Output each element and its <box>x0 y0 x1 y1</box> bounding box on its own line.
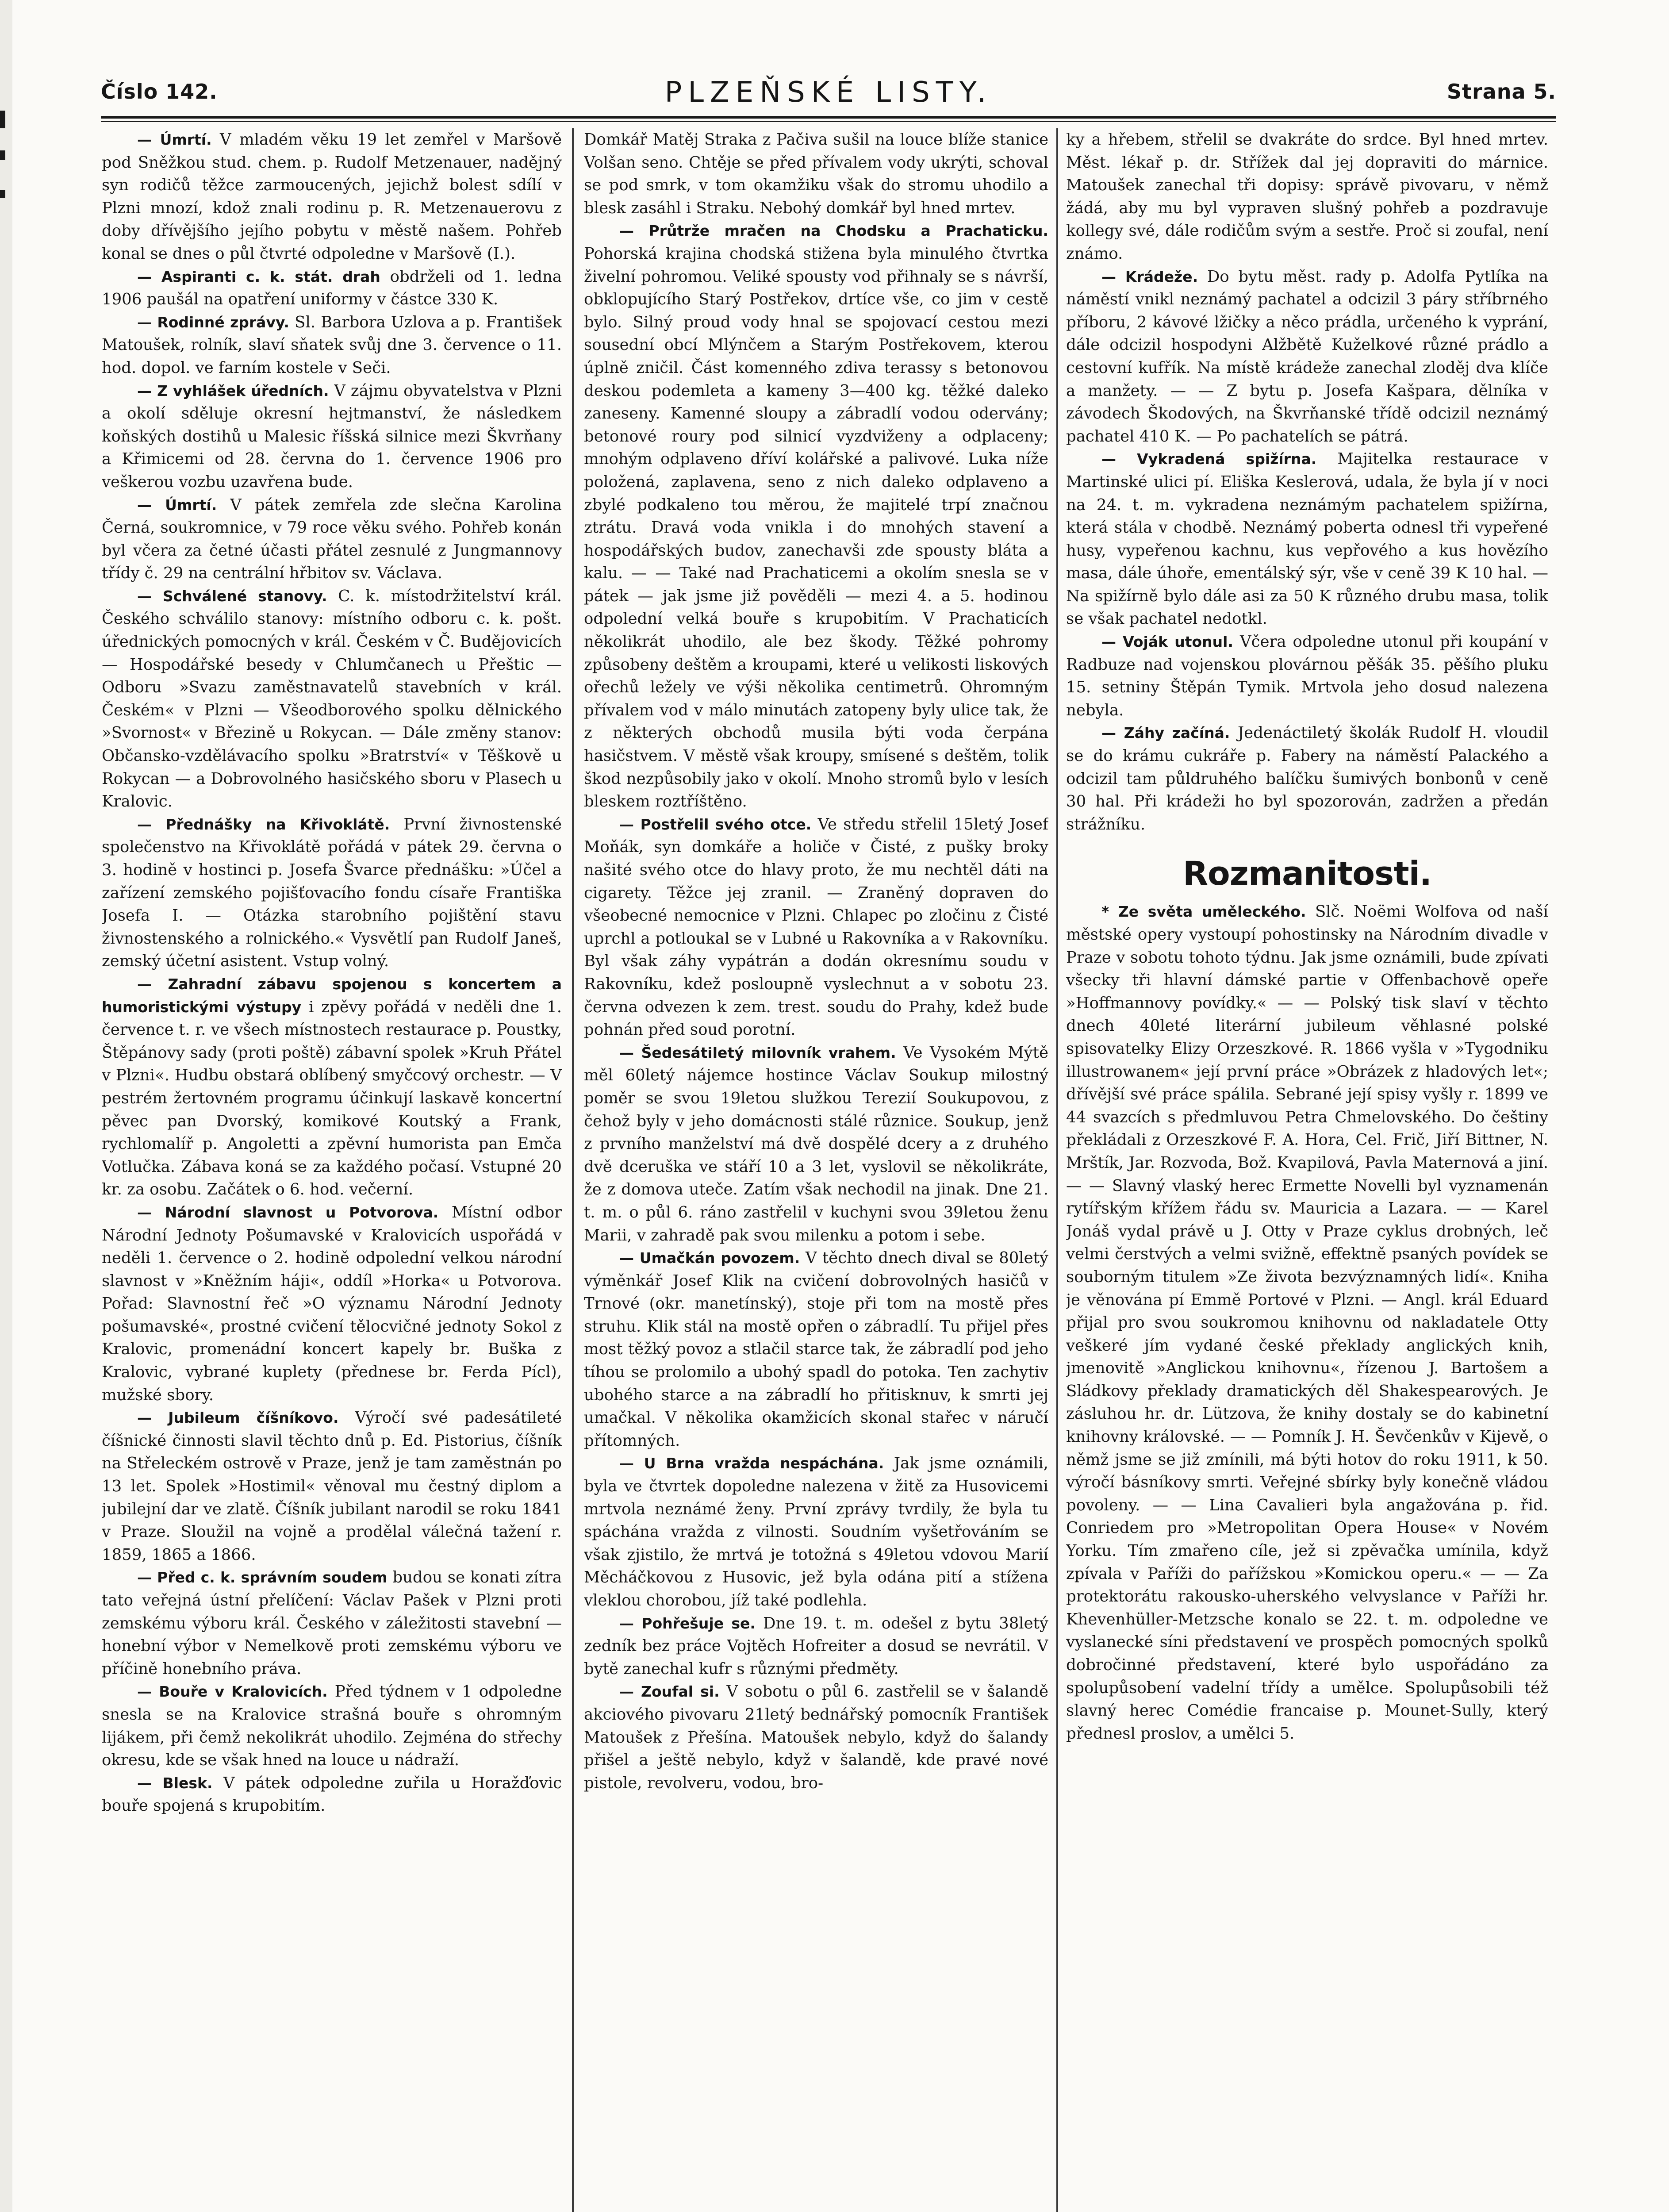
item-headline: — Pohřešuje se. <box>619 1614 756 1632</box>
news-item <box>102 380 562 494</box>
item-body: C. k. místodržitelství král. Českého schválilo stanovy: místního odboru c. k. pošt. úřednických pomocných v král. Českém v Č. Budějovicích — Hospodářské besedy v Chlumčanech u Přeštic — Odboru »Svazu zaměstnavatelů stavebních v král. Českém« v Plzni — Všeodborového spolku dělnického »Svornost« v Březině u Rokycan. — Dále změny stanov: Občansko-vzdělávacího spolku »Bratrství« v Těškově u Rokycan — a Dobrovolného hasičského sboru v Plasech u Kralovic. <box>102 587 562 811</box>
item-headline: — Zoufal si. <box>619 1683 720 1701</box>
item-headline: — Úmrtí. <box>137 496 217 514</box>
news-item <box>102 585 562 813</box>
item-headline: * Ze světa uměleckého. <box>1101 903 1306 921</box>
item-headline: — Národní slavnost u Potvorova. <box>137 1203 439 1221</box>
item-body: Majitelka restaurace v Martinské ulici pí. Eliška Keslerová, udala, že byla jí v noci na 24. t. m. vykradena neznámým pachatelem spižírna, která stála v chodbě. Neznámý poberta odnesl tři vypeřené husy, vypeřenou kachnu, kus vepřového a kus hovězího masa, dále úhoře, ementálský sýr, vše v ceně 39 K 10 hal. — Na spižírně bylo dále asi za 50 K různého drubu masa, tolik se však pachatel nedotkl. <box>1066 450 1548 628</box>
item-headline: — Bouře v Kralovicích. <box>137 1683 328 1701</box>
issue-number: Číslo 142. <box>101 80 218 104</box>
news-item <box>584 1452 1048 1612</box>
news-item <box>584 128 1048 219</box>
item-headline: — Záhy začíná. <box>1101 724 1230 742</box>
item-body: ky a hřebem, střelil se dvakráte do srdce. Byl hned mrtev. Měst. lékař p. dr. Střížek dal jej dopraviti do márnice. Matoušek zanechal tři dopisy: správě pivovaru, v němž žádá, aby mu byl vypraven slušný pohřeb a pozdravuje kollegy své, dále rodičům svým a sestře. Proč si zoufal, není známo. <box>1066 131 1548 263</box>
item-headline: — Jubileum číšníkovo. <box>137 1409 339 1427</box>
item-body: Dne 19. t. m. odešel z bytu 38letý zedník bez práce Vojtěch Hofreiter a dosud se nevrátil. V bytě zanechal kufr s různými předměty. <box>584 1614 1048 1678</box>
news-item <box>102 311 562 380</box>
news-item <box>102 1566 562 1680</box>
news-item <box>102 1406 562 1566</box>
news-item <box>584 1041 1048 1247</box>
item-body: budou se konati zítra tato veřejná ústní přelíčení: Václav Pašek v Plzni proti zemskému výboru král. Českého v záležitosti stavební — honební výbor v Nemelkově proti zemskému výboru ve příčině honebního práva. <box>102 1568 562 1678</box>
item-body: Včera odpoledne utonul při koupání v Radbuze nad vojenskou plovárnou pěšák 35. pěšího pluku 15. setniny Štěpán Tymik. Mrtvola jeho dosud nalezena nebyla. <box>1066 633 1548 719</box>
item-body: Slč. Noëmi Wolfova od naší městské opery vystoupí pohostinsky na Národním divadle v Praze v sobotu tohoto týdnu. Jak jsme oznámili, bude zpívati všecky tři hlavní dámské partie v Offenbachově opeře »Hoffmannovy povídky.« — — Polský tisk slaví v těchto dnech 40leté literární jubileum věhlasné polské spisovatelky Elizy Orzeszkové. R. 1866 vyšla v »Tygodniku illustrowanem« její první práce »Obrázek z hladových let«; dřívější své práce spálila. Sebrané její spisy vyšly r. 1899 ve 44 svazcích s předmluvou Petra Chmelovského. Do češtiny překládali z Orzeszkové F. A. Hora, Cel. Frič, Jiří Bittner, N. Mrštík, Jar. Rozvoda, Bož. Kvapilová, Pavla Maternová a jiní. — — Slavný vlaský herec Ermette Novelli byl vyznamenán rytířským křížem řádu sv. Mauricia a Lazara. — — Karel Jonáš vydal právě u J. Otty v Praze cyklus drobných, leč velmi čerstvých a velmi svižně, effektně psaných povídek se souborným titulem »Ze života bezvýznamných lidí«. Kniha je věnována pí Emmě Portové v Plzni. — Angl. král Eduard přijal pro svou soukromou knihovnu od nakladatele Otty veškeré jím vydané české překlady anglických knih, jmenovitě »Anglickou knihovnu«, řízenou J. Bartošem a Sládkovy překlady dramatických děl Shakespearových. Je zásluhou hr. dr. Lützova, že knihy dostaly se do kabinetní knihovny královské. — — Pomník J. H. Ševčenkův v Kijevě, o němž jsme se již zmínili, má býti hotov do roku 1911, k 50. výročí básníkovy smrti. Veřejné sbírky byly konečně vládou povoleny. — — Lina Cavalieri byla angažována p. řid. Conriedem pro »Metropolitan Opera House« v Novém Yorku. Tím zmařeno cíle, jež si zpěvačka umínila, když zpívala v Paříži do pařížskou »Komickou operu.« — — Za protektorátu rakousko-uherského velvyslance v Paříži hr. Khevenhüller-Metzsche konalo se 22. t. m. odpoledne ve vyslanecké síni představení ve prospěch pomocných spolků dobročinné představení, které bylo uspořádáno za spolupůsobení vadelní třídy a umělce. Spolupůsobili též slavný herec Comédie francaise p. Mounet-Sully, který přednesl proslov, a umělci 5. <box>1066 902 1548 1743</box>
page-number: Strana 5. <box>1446 80 1556 104</box>
item-headline: — Rodinné zprávy. <box>137 313 289 331</box>
column-1 <box>102 128 562 2212</box>
page-left-edge <box>0 0 12 2212</box>
item-headline: — Šedesátiletý milovník vrahem. <box>619 1044 896 1061</box>
news-item <box>584 1247 1048 1452</box>
item-body: V pátek zemřela zde slečna Karolina Černá, soukromnice, v 79 roce věku svého. Pohřeb konán byl včera za četné účasti přátel zesnulé z Jungmannovy třídy č. 29 na centrální hřbitov sv. Václava. <box>102 495 562 583</box>
news-item <box>1066 900 1548 1745</box>
item-body: V zájmu obyvatelstva v Plzni a okolí sděluje okresní hejtmanství, že následkem koňských dostihů u Malesic říšská silnice mezi Škvrňany a Křimicemi od 28. června do 1. července 1906 pro veškerou vozbu uzavřena bude. <box>102 381 562 491</box>
news-item <box>102 1772 562 1817</box>
item-body: V sobotu o půl 6. zastřelil se v šalandě akciového pivovaru 21letý bednářský pomocník František Matoušek z Přešína. Matoušek nebylo, když do šalandy přišel a ještě nebylo, když v šalandě, kde pravé nové pistole, revolveru, vodou, bro- <box>584 1682 1048 1792</box>
item-headline: — Přednášky na Křivoklátě. <box>137 815 390 833</box>
item-headline: — Z vyhlášek úředních. <box>137 382 329 399</box>
item-body: Pohorská krajina chodská stižena byla minulého čtvrtka živelní pohromou. Veliké spousty vod přihnaly se s návrší, obklopujícího Starý Postřekov, drtíce vše, co jim v cestě bylo. Silný proud vody hnal se spojovací cestou mezi sousední obcí Mlýnčem a Starým Postřekovem, kterou úplně zničil. Část komenného zdiva terassy s betonovou deskou podemleta a kameny 3—400 kg. těžké daleko zaneseny. Kamenné sloupy a zábradlí vodou odervány; betonové roury pod silnicí vyzdviženy a odplaceny; mnohým odplaveno dříví kolářské a palivové. Luka níže položená, zaplavena, seno z nich daleko odplaveno a zbylé podkaleno tou měrou, že majitelé trpí značnou ztrátu. Dravá voda vnikla i do mnohých stavení a hospodářských budov, zanechavši zde spousty bláta a kalu. — — Také nad Prachaticemi a okolím snesla se v pátek — jak jsme již pověděli — mezi 4. a 5. hodinou odpolední velká bouře s krupobitím. V Prachaticích několikrát uhodilo, ale bez škody. Těžké pohromy způsobeny deštěm a kroupami, které u velikosti liskových ořechů ležely ve výši několika centimetrů. Ohromným přívalem vod v málo minutách zatopeny byly ulice tak, že z některých obchodů musila býti voda čerpána hasičstvem. V městě však kroupy, smísené s deštěm, tolik škod nezpůsobily jako v okolí. Mnoho stromů bylo v lesích bleskem roztříštěno. <box>584 244 1048 811</box>
item-headline: — Zahradní zábavu spojenou s koncertem a humoristickými výstupy <box>102 975 562 1016</box>
column-rule-2 <box>1056 128 1058 2212</box>
news-item <box>1066 630 1548 722</box>
item-body: i zpěvy pořádá v neděli dne 1. července t. r. ve všech místnostech restaurace p. Poustky, Štěpánovy sady (proti poště) zábavní spolek »Kruh Přátel v Plzni«. Hudbu obstará oblíbený smyčcový orchestr. — V pestrém žertovném programu účinkují laskavě koncertní pěvec pan Dvorský, komikové Koutský a Frank, rychlomalíř p. Angoletti a zpěvní humorista pan Emča Votlučka. Zábava koná se za každého počasí. Vstupné 20 kr. za osobu. Začátek o 6. hod. večerní. <box>102 998 562 1199</box>
item-headline: — Aspiranti c. k. stát. drah <box>137 268 380 285</box>
item-body: Do bytu měst. rady p. Adolfa Pytlíka na náměstí vnikl neznámý pachatel a odcizil 3 páry stříbrného příboru, 2 kávové lžičky a něco prádla, určeného k vyprání, dále odcizil hospodyni Alžbětě Kuželkové různé prádlo a cestovní kufřík. Na místě krádeže zanechal zloděj dva klíče a manžety. — — Z bytu p. Josefa Kašpara, dělníka v závodech Škodových, na Škvrňanské třídě odcizil neznámý pachatel 410 K. — Po pachatelích se pátrá. <box>1066 267 1548 445</box>
news-item <box>584 1612 1048 1681</box>
news-item <box>584 813 1048 1041</box>
item-headline: — Postřelil svého otce. <box>619 815 812 833</box>
item-body: První živnostenské společenstvo na Křivoklátě pořádá v pátek 29. června o 3. hodině v hostinci p. Josefa Švarce přednášku: »Účel a zařízení zemského pojišťovacího fondu císaře Františka Josefa I. — Otázka starobního pojištění stavu živnostenského a rolnického.« Vysvětlí pan Rudolf Janeš, zemský účetní asistent. Vstup volný. <box>102 815 562 971</box>
news-item <box>102 973 562 1201</box>
item-body: V mladém věku 19 let zemřel v Maršově pod Sněžkou stud. chem. p. Rudolf Metzenauer, nadějný syn rodičů těžce zarmoucených, jejichž bolest sdílí v Plzni mnozí, kdož znali rodinu p. R. Metzenauerovu z doby dřívějšího jejího pobytu v městě našem. Pohřeb konal se dnes o půl čtvrté odpoledne v Maršově (I.). <box>102 131 562 263</box>
news-item <box>1066 722 1548 836</box>
item-headline: — Před c. k. správním soudem <box>137 1569 388 1586</box>
edge-mark-2 <box>0 150 5 160</box>
item-headline: — U Brna vražda nespáchána. <box>619 1455 884 1472</box>
edge-mark-1 <box>0 111 5 128</box>
news-item <box>102 265 562 311</box>
item-headline: — Umačkán povozem. <box>619 1249 800 1267</box>
item-headline: — Blesk. <box>137 1774 213 1792</box>
column-3 <box>1066 128 1548 2212</box>
column-rule-1 <box>572 128 574 2212</box>
item-body: Ve středu střelil 15letý Josef Moňák, syn domkáře a holiče v Čisté, z pušky broky našité svého otce do hlavy proto, že mu nechtěl dáti na cigarety. Těžce jej zranil. — Zraněný dopraven do všeobecné nemocnice v Plzni. Chlapec po zločinu z Čisté uprchl a potloukal se v Lubné u Rakovníka a v Rakovníku. Byl však záhy vypátrán a dodán okresnímu soudu v Rakovníku, kdež posloupně vyslechnut a v sobotu 23. června odvezen k zem. trest. soudu do Prahy, kdež bude pohnán před soud porotní. <box>584 815 1048 1039</box>
item-headline: — Úmrtí. <box>137 131 212 148</box>
newspaper-title: PLZEŇSKÉ LISTY. <box>664 76 993 109</box>
news-item <box>102 813 562 973</box>
item-body: Jak jsme oznámili, byla ve čtvrtek dopoledne nalezena v žitě za Husovicemi mrtvola neznámé ženy. První zprávy tvrdily, že byla tu spáchána vražda z vilnosti. Soudním vyšetřováním se však zjistilo, že mrtvá je totožná s 49letou vdovou Marií Měcháčkovou z Husovic, jež byla odána pití a stížena vleklou chorobou, jíž také podlehla. <box>584 1454 1048 1609</box>
edge-mark-3 <box>0 190 5 198</box>
header-rule-thin <box>101 121 1556 122</box>
item-body: Sl. Barbora Uzlova a p. František Matoušek, rolník, slaví sňatek svůj dne 3. července o 11. hod. dopol. ve farním kostele v Seči. <box>102 313 562 377</box>
news-item <box>1066 128 1548 265</box>
item-headline: — Krádeže. <box>1101 268 1198 285</box>
news-item <box>1066 448 1548 630</box>
news-item <box>102 1680 562 1771</box>
column-2 <box>584 128 1048 2212</box>
item-body: Před týdnem v 1 odpoledne snesla se na Kralovice strašná bouře s ohromným lijákem, při čemž nekolikrát uhodilo. Zejména do střechy okresu, kde se však hned na louce u nádraží. <box>102 1682 562 1770</box>
item-headline: — Průtrže mračen na Chodsku a Prachaticku. <box>619 222 1048 240</box>
news-item <box>102 1201 562 1406</box>
item-body: Jedenáctiletý školák Rudolf H. vloudil se do krámu cukráře p. Fabery na náměstí Palackého a odcizil tam půldruhého balíčku šumivých bonbonů v ceně 30 hal. Při krádeži ho byl spozorován, zadržen a předán strážníku. <box>1066 724 1548 833</box>
item-body: obdrželi od 1. ledna 1906 paušál na opatření uniformy v částce 330 K. <box>102 267 562 309</box>
item-headline: — Voják utonul. <box>1101 633 1233 651</box>
item-body: Výročí své padesátileté číšnické činnosti slavil těchto dnů p. Ed. Pistorius, číšník na Střeleckém ostrově v Praze, jenž je tam zaměstnán po 13 let. Spolek »Hostimil« věnoval mu čestný diplom a jubilejní dar ve zlatě. Číšník jubilant narodil se roku 1841 v Praze. Sloužil na vojně a prodělal válečná tažení r. 1859, 1865 a 1866. <box>102 1409 562 1564</box>
item-headline: — Vykradená spižírna. <box>1101 450 1317 468</box>
news-item <box>102 494 562 585</box>
header-rule-thick <box>101 116 1556 119</box>
item-body: V pátek odpoledne zuřila u Horažďovic bouře spojená s krupobitím. <box>102 1774 562 1815</box>
page-header <box>101 76 1556 111</box>
news-item <box>1066 265 1548 448</box>
section-title: Rozmanitosti. <box>1182 855 1432 893</box>
item-headline: — Schválené stanovy. <box>137 587 327 605</box>
item-body: V těchto dnech dival se 80letý výměnkář Josef Klik na cvičení dobrovolných hasičů v Trnové (okr. manetínský), stoje při tom na mostě přes struhu. Klik stál na mostě opřen o zábradlí. Tu přijel přes most těžký povoz a stlačil starce tak, že zábradlí pod jeho tíhou se prolomilo a ubohý spadl do potoka. Ten zachytiv ubohého starce a na zábradlí ho přitisknuv, k smrti jej umačkal. V několika okamžicích skonal stařec v náručí přítomných. <box>584 1249 1048 1450</box>
news-item <box>584 219 1048 813</box>
news-item <box>584 1680 1048 1794</box>
item-body: Ve Vysokém Mýtě měl 60letý nájemce hostince Václav Soukup milostný poměr se svou 19letou služkou Terezií Soukupovou, z čehož byly v jeho domácnosti stálé různice. Soukup, jenž z prvního manželství má dvě dospělé dcery a z druhého dvě dceruška ve stáří 10 a 3 let, vyslovil se několikráte, že z domova uteče. Zatím však nechodil na jinak. Dne 21. t. m. o půl 6. ráno zastřelil v kuchyni svou 39letou ženu Marii, v zahradě pak svou milenku a potom i sebe. <box>584 1043 1048 1244</box>
item-body: Místní odbor Národní Jednoty Pošumavské v Kralovicích uspořádá v neděli 1. července o 2. hodině odpolední velkou národní slavnost v »Kněžním háji«, oddíl »Horka« u Potvorova. Pořad: Slavnostní řeč »O významu Národní Jednoty pošumavské«, prostné cvičení tělocvičné jednoty Sokol z Kralovic, promenádní koncert kapely br. Buška z Kralovic, vybrané kuplety (přednese br. Ferda Pícl), mužské sbory. <box>102 1203 562 1404</box>
news-item <box>102 128 562 265</box>
item-body: Domkář Matěj Straka z Pačiva sušil na louce blíže stanice Volšan seno. Chtěje se před přívalem vody ukrýti, schoval se pod smrk, v tom okamžiku však do stromu uhodilo a blesk zasáhl i Straku. Nebohý domkář byl hned mrtev. <box>584 131 1048 217</box>
